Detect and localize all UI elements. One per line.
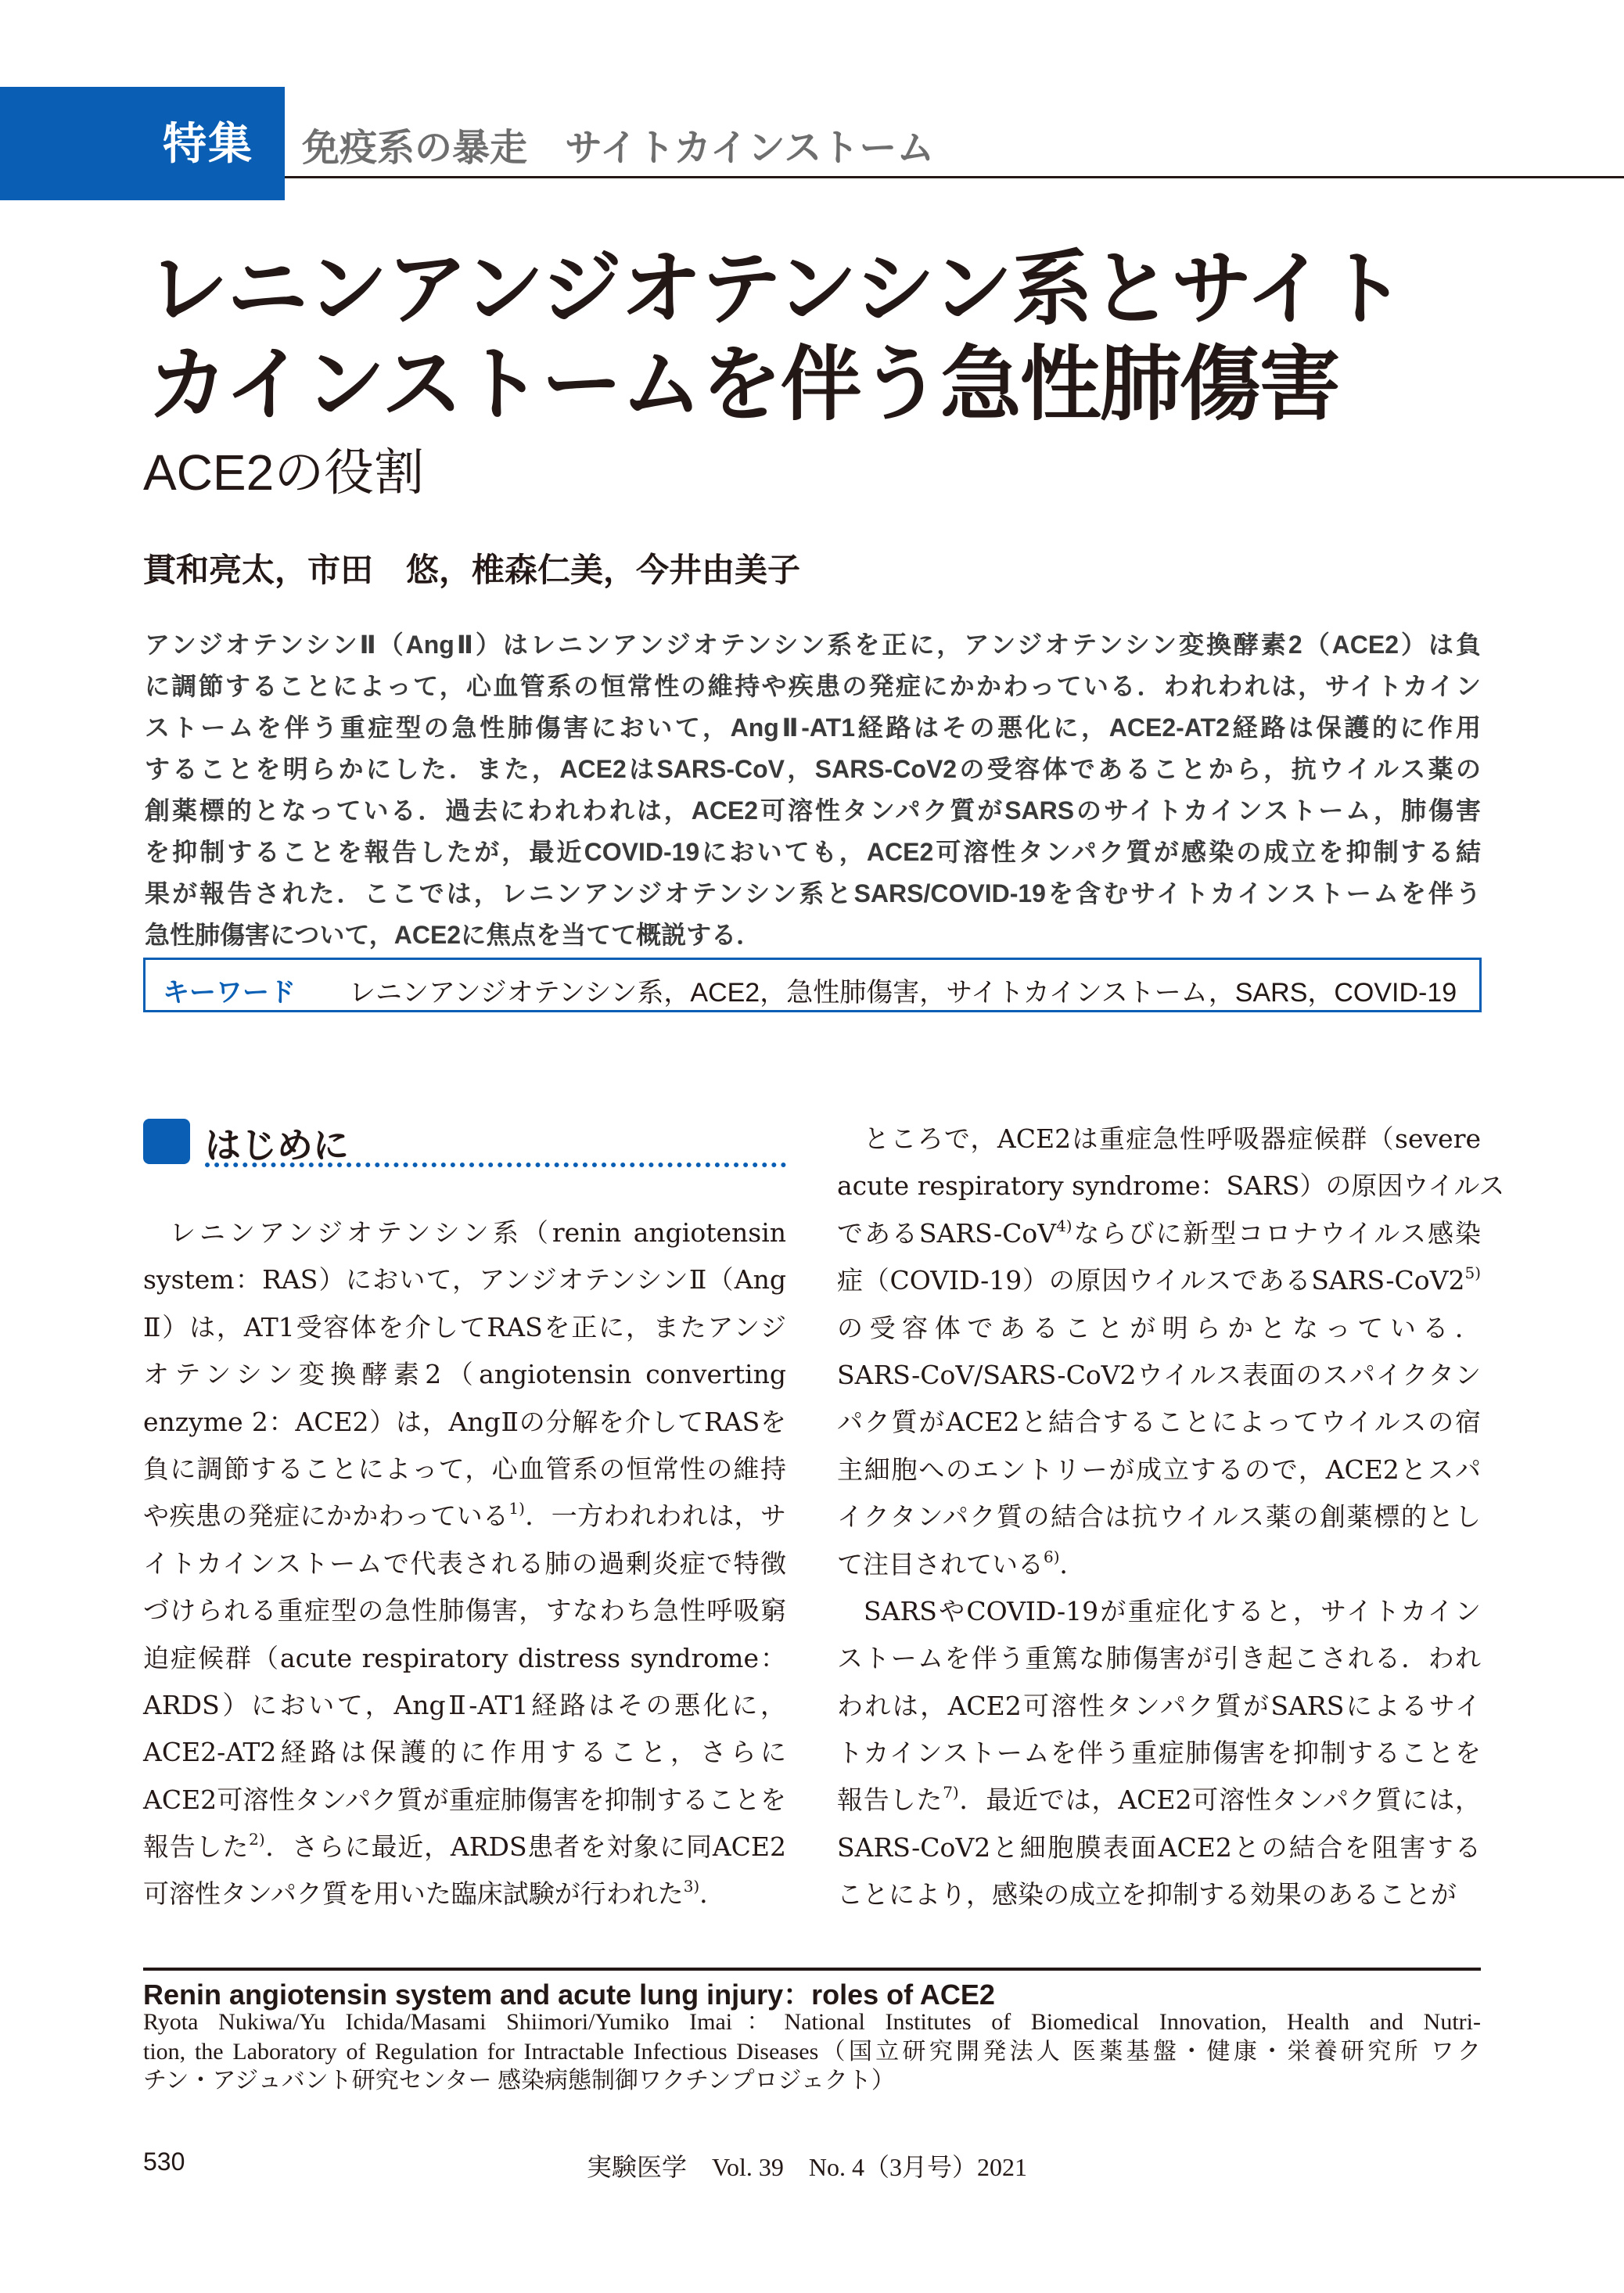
- affiliation-line: tion, the Laboratory of Regulation for Intractable Infectious Diseases（国立研究開発法人 医薬基盤・健康・栄養研究所 ワク: [143, 2038, 1481, 2065]
- body-text: ．: [699, 1878, 726, 1910]
- body-text: パク質がACE2と結合することによってウイルスの宿: [837, 1407, 1481, 1438]
- abstract-line: アンジオテンシンⅡ（AngⅡ）はレニンアンジオテンシン系を正に，アンジオテンシン変換酵素2（ACE2）は負: [145, 631, 1481, 659]
- body-text: enzyme 2：ACE2）は，AngⅡの分解を介してRASを: [143, 1406, 786, 1437]
- body-text: 報告した: [143, 1831, 250, 1863]
- body-text: われは，ACE2可溶性タンパク質がSARSによるサイ: [837, 1690, 1481, 1721]
- body-text: 可溶性タンパク質を用いた臨床試験が行われた: [143, 1878, 684, 1910]
- reference-superscript: 4): [1056, 1216, 1072, 1235]
- body-text: ならびに新型コロナウイルス感染: [1072, 1217, 1481, 1249]
- body-line: [837, 1824, 1481, 1871]
- body-text: 主細胞へのエントリーが成立するので，ACE2とスパ: [837, 1454, 1481, 1485]
- body-line: [837, 1588, 1481, 1635]
- body-column-right: [837, 1116, 1505, 1919]
- body-line: [143, 1871, 786, 1917]
- keyword-box: [143, 958, 1482, 1012]
- body-text: 報告した: [837, 1784, 943, 1816]
- body-text: であるSARS-CoV: [837, 1217, 1057, 1249]
- abstract-line: 果が報告された．ここでは，レニンアンジオテンシン系とSARS/COVID-19を含むサイトカインストームを伴う: [145, 879, 1481, 907]
- body-line: [143, 1351, 786, 1398]
- body-line: [837, 1493, 1481, 1540]
- body-text: ところで，ACE2は重症急性呼吸器症候群（severe: [864, 1123, 1481, 1154]
- abstract-line: 創薬標的となっている．過去にわれわれは，ACE2可溶性タンパク質がSARSのサイトカインストーム，肺傷害: [145, 796, 1481, 825]
- footer-rule: [143, 1968, 1481, 1971]
- body-line: [837, 1257, 1481, 1304]
- body-text: ．最近では，ACE2可溶性タンパク質には，: [958, 1784, 1481, 1816]
- body-line: [837, 1541, 1481, 1588]
- keyword-label: キーワード: [163, 978, 296, 1008]
- body-text: ．さらに最近，ARDS患者を対象に同ACE2: [264, 1831, 786, 1863]
- feature-label: 特集: [163, 119, 253, 168]
- section-heading: はじめに: [205, 1125, 349, 1166]
- header-rule: [285, 176, 1624, 178]
- body-text: の受容体であることが明らかとなっている．: [837, 1312, 1481, 1343]
- abstract-line: することを明らかにした．また，ACE2はSARS-CoV，SARS-CoV2の受容体であることから，抗ウイルス薬の: [145, 755, 1481, 783]
- journal-citation: 実験医学 Vol. 39 No. 4（3月号）2021: [587, 2153, 1027, 2181]
- body-line: [837, 1116, 1481, 1163]
- body-text: や疾患の発症にかかわっている: [143, 1501, 509, 1532]
- feature-topic: 免疫系の暴走 サイトカインストーム: [302, 128, 935, 169]
- reference-superscript: 3): [683, 1877, 700, 1896]
- body-text: レニンアンジオテンシン系（renin angiotensin: [170, 1217, 786, 1248]
- article-subtitle: ACE2の役割: [143, 444, 425, 501]
- body-line: [143, 1399, 786, 1446]
- body-line: [143, 1824, 786, 1871]
- article-title-line-1: レニンアンジオテンシン系とサイト: [147, 244, 1405, 335]
- body-line: [837, 1305, 1481, 1352]
- affiliation-line: チン・アジュバント研究センター 感染病態制御ワクチンプロジェクト）: [143, 2068, 895, 2094]
- abstract-line: 急性肺傷害について，ACE2に焦点を当てて概説する．: [145, 921, 762, 949]
- body-line: [143, 1446, 786, 1493]
- body-line: [143, 1209, 786, 1256]
- reference-superscript: 2): [249, 1830, 265, 1849]
- body-text: て注目されている: [837, 1548, 1044, 1580]
- body-line: [143, 1729, 786, 1776]
- body-text: 迫症候群（acute respiratory distress syndrome：: [143, 1642, 786, 1673]
- abstract: [145, 624, 1481, 956]
- body-line: [837, 1730, 1481, 1777]
- body-text: ことにより，感染の成立を抑制する効果のあることが: [837, 1879, 1457, 1910]
- body-line: [837, 1399, 1481, 1446]
- section-dotted-rule: [205, 1163, 786, 1167]
- body-text: system：RAS）において，アンジオテンシンⅡ（Ang: [143, 1264, 786, 1296]
- body-line: [837, 1635, 1481, 1682]
- body-line: [143, 1682, 786, 1729]
- body-text: SARS-CoV2と細胞膜表面ACE2との結合を阻害する: [837, 1831, 1481, 1863]
- body-text: SARS-CoV/SARS-CoV2ウイルス表面のスパイクタン: [837, 1359, 1481, 1390]
- body-text: 負に調節することによって，心血管系の恒常性の維持: [143, 1453, 786, 1484]
- body-text: トカインストームを伴う重症肺傷害を抑制することを: [837, 1738, 1481, 1769]
- body-line: [143, 1587, 786, 1634]
- article-title-line-2: カインストームを伴う急性肺傷害: [147, 340, 1339, 430]
- body-text: ストームを伴う重篤な肺傷害が引き起こされる．われ: [837, 1643, 1482, 1674]
- body-line: [837, 1447, 1481, 1493]
- body-text: SARSやCOVID-19が重症化すると，サイトカイン: [864, 1595, 1481, 1626]
- body-text: づけられる重症型の急性肺傷害，すなわち急性呼吸窮: [143, 1595, 786, 1626]
- reference-superscript: 6): [1044, 1547, 1060, 1566]
- body-line: [143, 1540, 786, 1587]
- body-line: [143, 1635, 786, 1682]
- reference-superscript: 1): [508, 1499, 525, 1518]
- body-line: [837, 1871, 1481, 1918]
- body-line: [143, 1256, 786, 1303]
- body-text: ARDS）において，AngⅡ-AT1経路はその悪化に，: [143, 1689, 786, 1720]
- english-title: Renin angiotensin system and acute lung injury：roles of ACE2: [143, 1979, 995, 2011]
- body-text: 症（COVID-19）の原因ウイルスであるSARS-CoV2: [837, 1265, 1465, 1296]
- body-text: イクタンパク質の結合は抗ウイルス薬の創薬標的とし: [837, 1501, 1481, 1533]
- affiliation-line: Ryota Nukiwa/Yu Ichida/Masami Shiimori/Yumiko Imai：National Institutes of Biomedical Innovation, Health and Nutri-: [143, 2009, 1481, 2035]
- body-line: [143, 1493, 786, 1540]
- body-line: [837, 1163, 1505, 1209]
- body-line: [837, 1352, 1481, 1399]
- body-text: ．一方われわれは，サ: [524, 1501, 787, 1532]
- abstract-line: を抑制することを報告したが，最近COVID-19においても，ACE2可溶性タンパク質が感染の成立を抑制する結: [145, 838, 1481, 866]
- reference-superscript: 5): [1464, 1263, 1481, 1283]
- section-marker-icon: [143, 1119, 190, 1164]
- abstract-line: に調節することによって，心血管系の恒常性の維持や疾患の発症にかかわっている．われわれは，サイトカイン: [145, 672, 1481, 700]
- body-text: ．: [1059, 1548, 1086, 1580]
- body-text: ACE2可溶性タンパク質が重症肺傷害を抑制することを: [143, 1784, 786, 1815]
- page-number: 530: [143, 2147, 185, 2176]
- body-line: [143, 1777, 786, 1824]
- body-column-left: [143, 1209, 786, 1918]
- affiliation: [143, 2007, 1481, 2096]
- abstract-line: ストームを伴う重症型の急性肺傷害において，AngⅡ-AT1経路はその悪化に，ACE2-AT2経路は保護的に作用: [145, 713, 1481, 742]
- authors: 貫和亮太，市田 悠，椎森仁美，今井由美子: [143, 552, 801, 588]
- reference-superscript: 7): [943, 1783, 959, 1802]
- body-text: オテンシン変換酵素2（angiotensin converting: [143, 1359, 786, 1390]
- body-line: [837, 1683, 1481, 1730]
- body-text: ACE2-AT2経路は保護的に作用すること，さらに: [143, 1737, 786, 1768]
- body-line: [837, 1210, 1481, 1257]
- keyword-list: レニンアンジオテンシン系，ACE2，急性肺傷害，サイトカインストーム，SARS，COVID-19: [349, 978, 1457, 1008]
- body-text: イトカインストームで代表される肺の過剰炎症で特徴: [143, 1547, 786, 1579]
- body-line: [837, 1777, 1481, 1824]
- body-line: [143, 1304, 786, 1351]
- body-text: acute respiratory syndrome：SARS）の原因ウイルス: [837, 1170, 1505, 1202]
- body-text: Ⅱ）は，AT1受容体を介してRASを正に，またアンジ: [143, 1311, 786, 1342]
